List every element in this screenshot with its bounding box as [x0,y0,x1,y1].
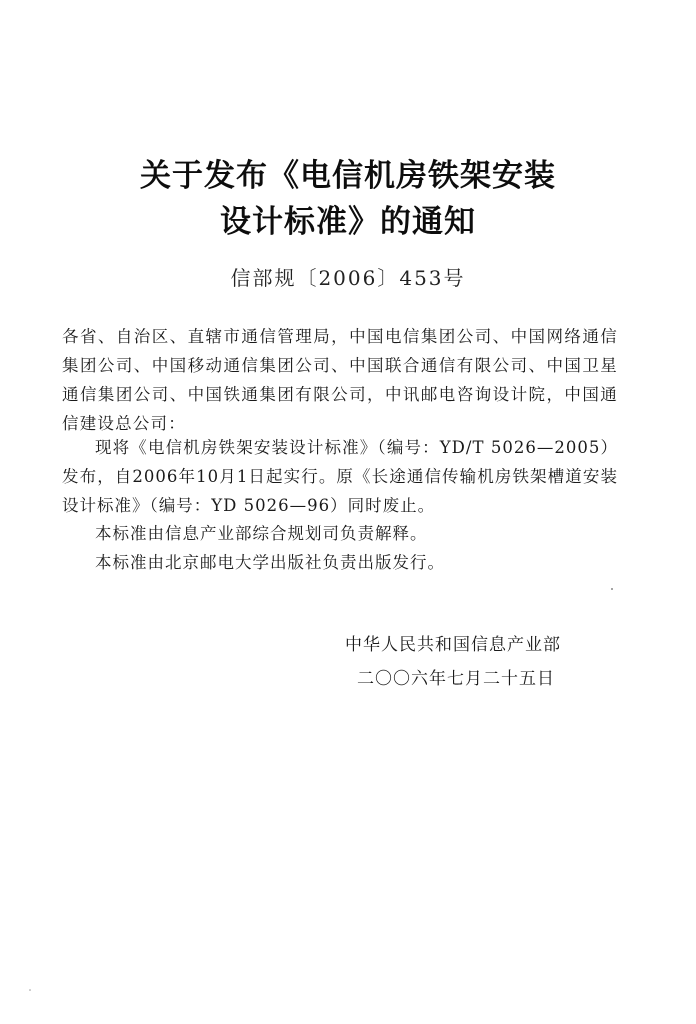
issuer-signature: 中华人民共和国信息产业部 [345,635,561,655]
addressee-paragraph: 各省、自治区、直辖市通信管理局，中国电信集团公司、中国网络通信集团公司、中国移动通信集团公司、中国联合通信有限公司、中国卫星通信集团公司、中国铁通集团有限公司，中讯邮电咨询设计院，中国通信建设总公司： [62,327,618,433]
body-paragraph-2: 本标准由信息产业部综合规划司负责解释。 [95,524,428,543]
title-line-2: 设计标准》的通知 [220,204,476,240]
body-paragraph-3: 本标准由北京邮电大学出版社负责出版发行。 [95,553,445,572]
issue-date: 二〇〇六年七月二十五日 [357,669,555,689]
document-number: 信部规〔2006〕453号 [230,266,466,290]
body-paragraph-1: 现将《电信机房铁架安装设计标准》（编号：YD/T 5026—2005）发布，自2006年10月1日起实行。原《长途通信传输机房铁架槽道安装设计标准》（编号：YD 5026—96）同时废止。 [62,438,618,515]
title-line-1: 关于发布《电信机房铁架安装 [140,158,556,194]
